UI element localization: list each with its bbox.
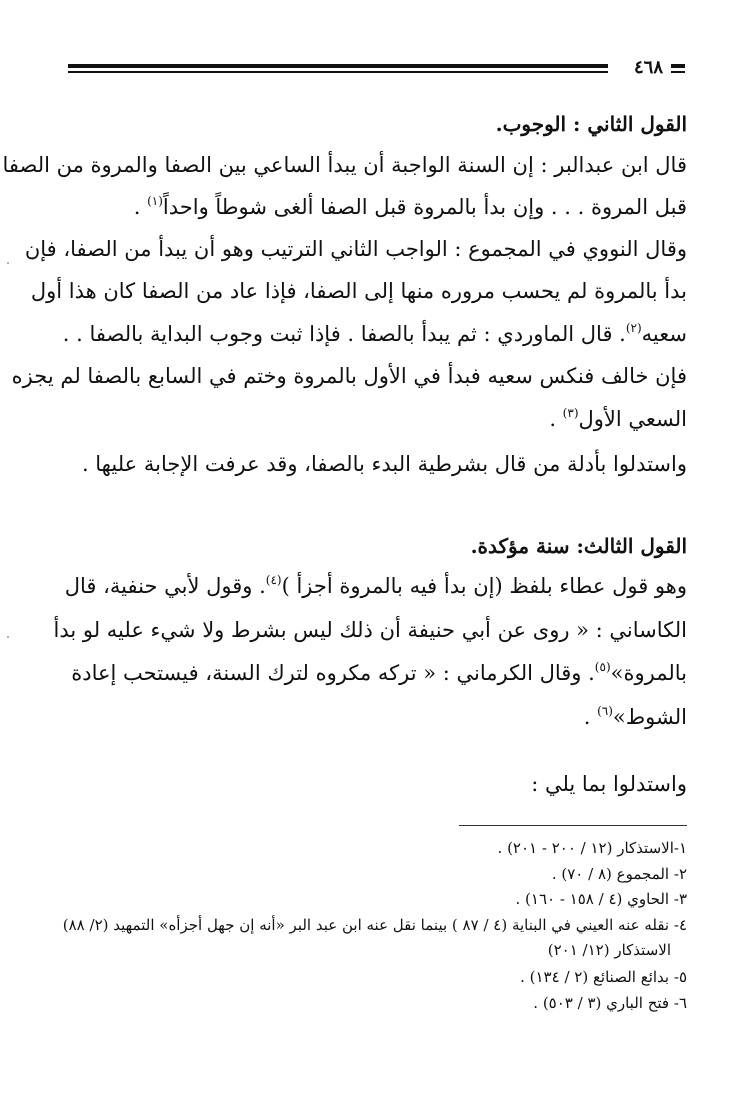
paragraph-line: قبل المروة . . . وإن بدأ بالمروة قبل الصفا ألغى شوطاً واحداً$^{(١)}$ .: [133, 194, 687, 219]
paragraph-line: السعي الأول$^{(٣)}$ .: [549, 406, 687, 431]
header-rule-end-thin: [671, 71, 685, 73]
paragraph-line: واستدلوا بما يلي :: [531, 772, 687, 796]
footnote: ٥- بدائع الصنائع (٢ / ١٣٤) .: [520, 968, 687, 986]
header-rule-end-thick: [671, 64, 685, 68]
footnote: ٦- فتح الباري (٣ / ٥٠٣) .: [533, 994, 687, 1012]
header-rule-thin: [68, 71, 608, 73]
page-number: ٤٦٨: [630, 56, 667, 80]
footnote-ref: (٣): [562, 406, 579, 420]
paragraph-line: سعيه$^{(٢)}$. قال الماوردي : ثم يبدأ بالصفا . فإذا ثبت وجوب البداية بالصفا . .: [62, 321, 687, 346]
footnote-ref: (٢): [625, 321, 642, 335]
footnote-separator: [459, 825, 687, 826]
section-heading-second-opinion: القول الثاني : الوجوب.: [495, 112, 687, 136]
paragraph-line: الشوط»$^{(٦)}$ .: [583, 704, 687, 729]
scan-edge-mark: [7, 636, 9, 638]
paragraph-line: وهو قول عطاء بلفظ (إن بدأ فيه بالمروة أجزأ )$^{(٤)}$. وقول لأبي حنفية، قال: [64, 573, 687, 598]
footnote: ١-الاستذكار (١٢ / ٢٠٠ - ٢٠١) .: [497, 839, 687, 857]
paragraph-line: قال ابن عبدالبر : إن السنة الواجبة أن يبدأ الساعي بين الصفا والمروة من الصفا: [2, 153, 687, 177]
paragraph-line: بدأ بالمروة لم يحسب مروره منها إلى الصفا، فإذا عاد من الصفا كان هذا أول: [30, 279, 687, 303]
footnote-ref: (١): [147, 194, 163, 208]
scan-edge-mark: [7, 262, 9, 264]
paragraph-line: واستدلوا بأدلة من قال بشرطية البدء بالصفا، وقد عرفت الإجابة عليها .: [81, 452, 687, 476]
footnote: ٤- نقله عنه العيني في البناية (٤ / ٨٧ ) بينما نقل عنه ابن عبد البر «أنه إن جهل أجزأه» التمهيد (٢/ ٨٨): [62, 916, 687, 934]
paragraph-line: بالمروة»$^{(٥)}$. وقال الكرماني : « تركه مكروه لترك السنة، فيستحب إعادة: [71, 660, 687, 685]
footnote-ref: (٥): [594, 660, 611, 674]
footnote-ref: (٤): [265, 573, 282, 587]
footnote: ٣- الحاوي (٤ / ١٥٨ - ١٦٠) .: [515, 890, 687, 908]
footnote-ref: (٦): [597, 704, 613, 718]
footnote: ٢- المجموع (٨ / ٧٠) .: [551, 865, 687, 883]
section-heading-third-opinion: القول الثالث: سنة مؤكدة.: [470, 534, 687, 558]
paragraph-line: فإن خالف فنكس سعيه فبدأ في الأول بالمروة وختم في السابع بالصفا لم يجزه: [11, 364, 687, 388]
paragraph-line: الكاساني : « روى عن أبي حنيفة أن ذلك ليس بشرط ولا شيء عليه لو بدأ: [53, 618, 687, 642]
page-header: [68, 56, 685, 80]
footnote-continuation: الاستذكار (١٢/ ٢٠١): [547, 941, 671, 959]
paragraph-line: وقال النووي في المجموع : الواجب الثاني الترتيب وهو أن يبدأ من الصفا، فإن: [24, 237, 687, 261]
header-rule-thick: [68, 64, 608, 68]
